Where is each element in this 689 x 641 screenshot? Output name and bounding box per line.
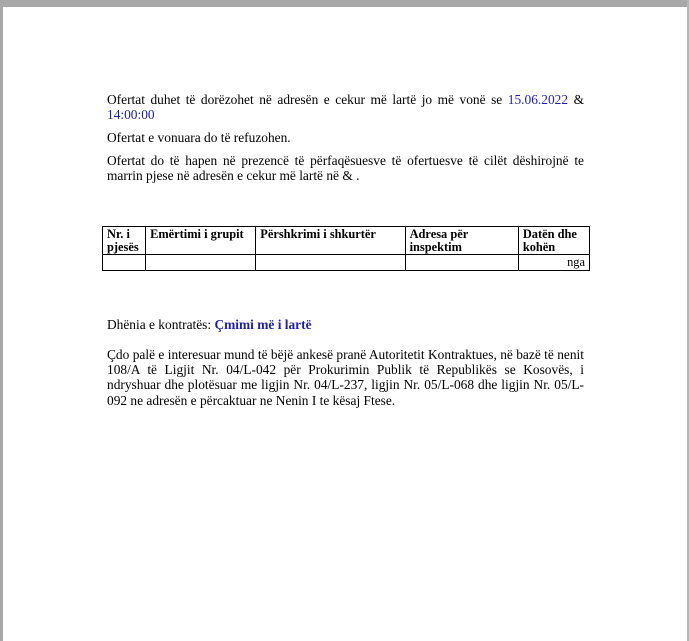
cell-nr: [103, 255, 146, 271]
late-offers-paragraph: Ofertat e vonuara do të refuzohen.: [107, 130, 291, 145]
deadline-date: 15.06.2022: [507, 92, 569, 107]
header-inspection-address: Adresa për inspektim: [405, 227, 518, 255]
award-criterion-value: Çmimi më i lartë: [214, 317, 312, 332]
window-top-border: [0, 0, 689, 7]
lots-table: [102, 226, 590, 271]
award-criterion: [107, 317, 584, 332]
notice-section: [107, 92, 584, 191]
deadline-paragraph: [107, 92, 584, 122]
award-label: Dhënia e kontratës:: [107, 317, 212, 332]
header-date-time: Datën dhe kohën: [518, 227, 589, 255]
cell-inspection-address: [405, 255, 518, 271]
table-row: [103, 255, 590, 271]
deadline-time: 14:00:00: [107, 107, 155, 122]
deadline-separator: &: [573, 92, 584, 107]
table-header-row: [103, 227, 590, 255]
appeal-paragraph: Çdo palë e interesuar mund të bëjë ankesë pranë Autoritetit Kontraktues, në bazë të nenit 108/A të Ligjit Nr. 04/L-042 për Prokurimin Publik të Republikës se Kosovës, i ndryshuar dhe plotësuar me ligjin Nr. 04/L-237, ligjin Nr. 05/L-068 dhe ligjin Nr. 05/L-092 ne adresën e përcaktuar ne Nenin I te kësaj Ftese.: [107, 347, 584, 408]
header-description: Përshkrimi i shkurtër: [256, 227, 405, 255]
header-nr: Nr. i pjesës: [103, 227, 146, 255]
deadline-text: Ofertat duhet të dorëzohet në adresën e cekur më lartë jo më vonë se: [107, 92, 503, 107]
opening-paragraph: Ofertat do të hapen në prezencë të përfaqësuesve të ofertuesve të cilët dëshirojnë te marrin pjese në adresën e cekur më lartë në & .: [107, 153, 584, 183]
cell-description: [256, 255, 405, 271]
cell-date-time: nga: [518, 255, 589, 271]
cell-group-name: [146, 255, 256, 271]
window-left-border: [0, 0, 3, 641]
header-group-name: Emërtimi i grupit: [146, 227, 256, 255]
